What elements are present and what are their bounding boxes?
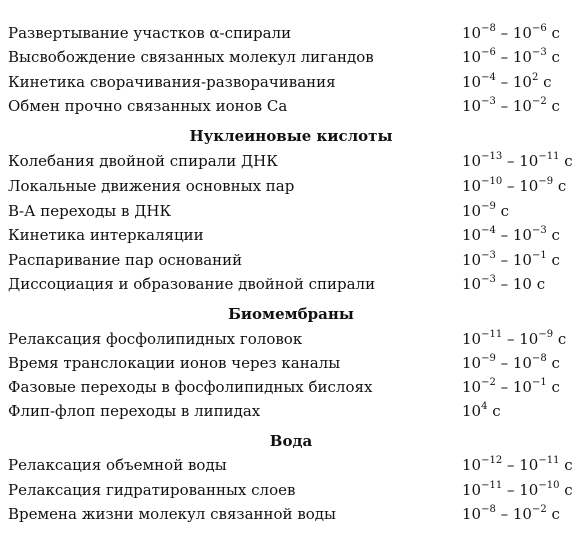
value-a-exponent: −10 bbox=[481, 176, 503, 187]
value-unit: с bbox=[546, 505, 560, 523]
row-timescale-value bbox=[462, 328, 566, 350]
value-separator: – bbox=[502, 330, 520, 348]
value-a-base: 10 bbox=[462, 354, 482, 372]
value-unit: с bbox=[546, 24, 560, 42]
row-timescale-value bbox=[462, 503, 560, 525]
row-timescale-value bbox=[462, 352, 560, 374]
table-row bbox=[0, 273, 582, 297]
section-heading: Нуклеиновые кислоты bbox=[189, 127, 393, 145]
value-unit: с bbox=[546, 354, 560, 372]
value-a-base: 10 bbox=[462, 97, 482, 115]
value-a-exponent: −13 bbox=[481, 151, 503, 162]
row-timescale-value bbox=[462, 46, 560, 68]
value-a-base: 10 bbox=[462, 275, 482, 293]
row-timescale-value bbox=[462, 479, 573, 501]
value-b-base: 10 bbox=[512, 97, 532, 115]
row-label: Кинетика интеркаляции bbox=[8, 226, 204, 244]
value-b-exponent: −11 bbox=[538, 151, 560, 162]
table-row bbox=[0, 71, 582, 95]
row-label: Кинетика сворачивания-разворачивания bbox=[8, 73, 336, 91]
value-b-exponent: −6 bbox=[531, 23, 547, 34]
table-row bbox=[0, 224, 582, 248]
value-b-base: 10 bbox=[512, 275, 532, 293]
value-a-exponent: −8 bbox=[481, 504, 496, 515]
value-a-base: 10 bbox=[462, 330, 482, 348]
row-label: Времена жизни молекул связанной воды bbox=[8, 505, 336, 523]
value-separator: – bbox=[495, 378, 513, 396]
value-b-base: 10 bbox=[512, 226, 532, 244]
value-separator: – bbox=[495, 226, 513, 244]
row-label: В-А переходы в ДНК bbox=[8, 202, 172, 220]
value-b-exponent: −1 bbox=[531, 250, 547, 261]
table-row bbox=[0, 376, 582, 400]
value-separator: – bbox=[495, 97, 513, 115]
row-timescale-value bbox=[462, 175, 566, 197]
value-a-exponent: 4 bbox=[481, 401, 488, 412]
value-b-exponent: −9 bbox=[538, 176, 554, 187]
value-separator: – bbox=[502, 481, 520, 499]
value-separator: – bbox=[495, 505, 513, 523]
value-a-base: 10 bbox=[462, 24, 482, 42]
value-b-exponent: −3 bbox=[531, 225, 547, 236]
table-row bbox=[0, 352, 582, 376]
value-a-exponent: −2 bbox=[481, 377, 496, 388]
value-a-exponent: −3 bbox=[481, 96, 496, 107]
value-b-exponent: −2 bbox=[531, 96, 547, 107]
value-a-exponent: −8 bbox=[481, 23, 496, 34]
row-timescale-value bbox=[462, 376, 560, 398]
table-row bbox=[0, 454, 582, 478]
value-unit: с bbox=[553, 330, 567, 348]
value-a-base: 10 bbox=[462, 378, 482, 396]
value-b-base: 10 bbox=[512, 505, 532, 523]
value-unit: с bbox=[546, 226, 560, 244]
value-unit: с bbox=[546, 48, 560, 66]
value-separator: – bbox=[495, 251, 513, 269]
row-label: Релаксация объемной воды bbox=[8, 456, 227, 474]
value-a-exponent: −3 bbox=[481, 274, 496, 285]
table-row bbox=[0, 175, 582, 199]
value-a-exponent: −9 bbox=[481, 353, 496, 364]
value-a-exponent: −4 bbox=[481, 225, 496, 236]
value-a-base: 10 bbox=[462, 456, 482, 474]
value-a-exponent: −12 bbox=[481, 455, 503, 466]
value-a-base: 10 bbox=[462, 48, 482, 66]
row-timescale-value bbox=[462, 273, 545, 295]
value-b-base: 10 bbox=[512, 73, 532, 91]
value-unit: с bbox=[538, 73, 552, 91]
section-heading: Биомембраны bbox=[228, 305, 354, 323]
value-separator: – bbox=[495, 24, 513, 42]
row-timescale-value bbox=[462, 224, 560, 246]
value-unit: с bbox=[553, 177, 567, 195]
row-label: Развертывание участков α-спирали bbox=[8, 24, 292, 42]
value-b-exponent: −3 bbox=[531, 47, 547, 58]
row-label: Распаривание пар оснований bbox=[8, 251, 243, 269]
row-label: Фазовые переходы в фосфолипидных бислоях bbox=[8, 378, 373, 396]
row-label: Обмен прочно связанных ионов Са bbox=[8, 97, 288, 115]
value-unit: с bbox=[559, 456, 573, 474]
table-row bbox=[0, 503, 582, 527]
value-a-base: 10 bbox=[462, 226, 482, 244]
value-unit: с bbox=[487, 402, 501, 420]
row-label: Релаксация фосфолипидных головок bbox=[8, 330, 303, 348]
value-b-exponent: −2 bbox=[531, 504, 547, 515]
section-heading: Вода bbox=[269, 432, 313, 450]
row-timescale-value bbox=[462, 22, 560, 44]
row-timescale-value bbox=[462, 249, 560, 271]
value-unit: с bbox=[546, 378, 560, 396]
value-b-exponent: 2 bbox=[531, 72, 539, 83]
row-label: Локальные движения основных пар bbox=[8, 177, 295, 195]
row-timescale-value bbox=[462, 400, 501, 422]
row-timescale-value bbox=[462, 95, 560, 117]
value-b-exponent: −10 bbox=[538, 480, 560, 491]
value-separator: – bbox=[495, 73, 513, 91]
row-timescale-value bbox=[462, 454, 573, 476]
value-b-base: 10 bbox=[512, 354, 532, 372]
value-separator: – bbox=[502, 456, 520, 474]
value-b-base: 10 bbox=[519, 330, 539, 348]
value-unit: с bbox=[546, 97, 560, 115]
value-separator: – bbox=[495, 275, 513, 293]
value-a-exponent: −6 bbox=[481, 47, 496, 58]
value-separator: – bbox=[495, 48, 513, 66]
value-a-exponent: −4 bbox=[481, 72, 496, 83]
row-label: Колебания двойной спирали ДНК bbox=[8, 152, 278, 170]
table-row bbox=[0, 46, 582, 70]
row-timescale-value bbox=[462, 200, 509, 222]
row-label: Диссоциация и образование двойной спирали bbox=[8, 275, 376, 293]
value-a-base: 10 bbox=[462, 177, 482, 195]
value-b-base: 10 bbox=[519, 456, 539, 474]
table-row bbox=[0, 400, 582, 424]
value-b-base: 10 bbox=[512, 251, 532, 269]
table-row bbox=[0, 328, 582, 352]
value-a-exponent: −9 bbox=[481, 201, 496, 212]
value-unit: с bbox=[559, 481, 573, 499]
value-unit: с bbox=[531, 275, 546, 293]
value-a-base: 10 bbox=[462, 505, 482, 523]
value-b-base: 10 bbox=[512, 48, 532, 66]
row-timescale-value bbox=[462, 150, 573, 172]
value-b-base: 10 bbox=[519, 152, 539, 170]
row-label: Флип-флоп переходы в липидах bbox=[8, 402, 261, 420]
value-b-exponent: −1 bbox=[531, 377, 547, 388]
value-b-exponent: −8 bbox=[531, 353, 547, 364]
value-a-exponent: −11 bbox=[481, 480, 503, 491]
table-row bbox=[0, 95, 582, 119]
table-row bbox=[0, 22, 582, 46]
value-separator: – bbox=[502, 152, 520, 170]
row-label: Высвобождение связанных молекул лигандов bbox=[8, 48, 374, 66]
value-b-base: 10 bbox=[519, 177, 539, 195]
value-b-base: 10 bbox=[519, 481, 539, 499]
value-a-exponent: −11 bbox=[481, 329, 503, 340]
value-a-base: 10 bbox=[462, 481, 482, 499]
table-row bbox=[0, 479, 582, 503]
value-b-base: 10 bbox=[512, 24, 532, 42]
value-unit: с bbox=[546, 251, 560, 269]
value-unit: с bbox=[559, 152, 573, 170]
row-label: Время транслокации ионов через каналы bbox=[8, 354, 341, 372]
value-a-base: 10 bbox=[462, 73, 482, 91]
value-a-base: 10 bbox=[462, 202, 482, 220]
table-row bbox=[0, 150, 582, 174]
table-row bbox=[0, 200, 582, 224]
value-a-base: 10 bbox=[462, 251, 482, 269]
value-b-base: 10 bbox=[512, 378, 532, 396]
row-label: Релаксация гидратированных слоев bbox=[8, 481, 296, 499]
value-unit: с bbox=[495, 202, 510, 220]
value-separator: – bbox=[495, 354, 513, 372]
value-b-exponent: −9 bbox=[538, 329, 554, 340]
value-separator: – bbox=[502, 177, 520, 195]
value-a-exponent: −3 bbox=[481, 250, 496, 261]
row-timescale-value bbox=[462, 71, 552, 93]
value-a-base: 10 bbox=[462, 152, 482, 170]
value-a-base: 10 bbox=[462, 402, 482, 420]
table-row bbox=[0, 249, 582, 273]
value-b-exponent: −11 bbox=[538, 455, 560, 466]
